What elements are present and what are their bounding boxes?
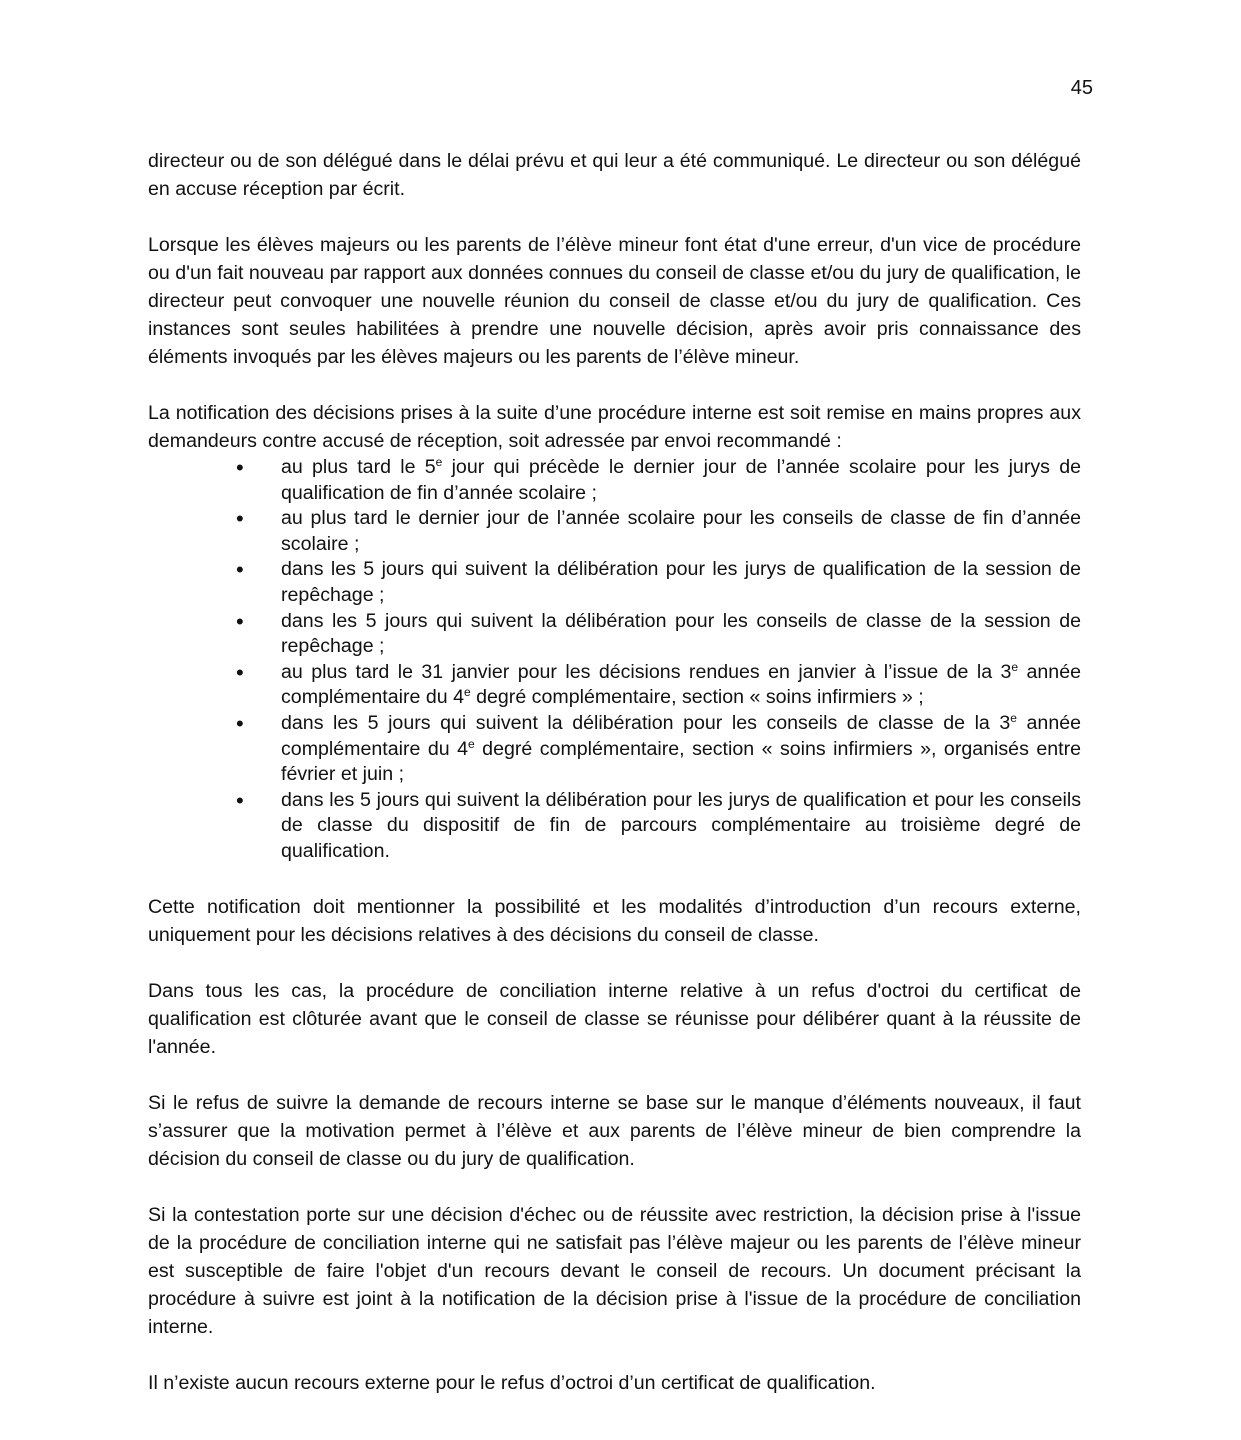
paragraph-intro: directeur ou de son délégué dans le délai prévu et qui leur a été communiqué. Le directeur ou son délégué en accuse réception par écrit. (148, 150, 1081, 200)
bullet-icon: • (236, 506, 244, 532)
paragraph-error-review: Lorsque les élèves majeurs ou les parents de l’élève mineur font état d'une erreur, d'un vice de procédure ou d'un fait nouveau par rapport aux données connues du conseil de classe et/ou du jury de qualification, le directeur peut convoquer une nouvelle réunion du conseil de classe et/ou du jury de qualification. Ces instances sont seules habilitées à prendre une nouvelle décision, après avoir pris connaissance des éléments invoqués par les élèves majeurs ou les parents de l’élève mineur. (148, 234, 1081, 368)
list-item (148, 455, 1081, 506)
list-item-text: année complémentaire du 4 (281, 711, 1082, 760)
list-item (148, 609, 1081, 660)
paragraph-notification: La notification des décisions prises à la suite d’une procédure interne est soit remise en mains propres aux demandeurs contre accusé de réception, soit adressée par envoi recommandé : (148, 402, 1081, 452)
paragraph-no-external-appeal: Il n’existe aucun recours externe pour le refus d’octroi d’un certificat de qualification. (148, 1371, 876, 1394)
list-item (148, 660, 1081, 711)
document-body (148, 147, 1081, 1397)
list-item-text: degré complémentaire, section « soins infirmiers », organisés entre février et juin ; (281, 737, 1082, 786)
paragraph-appeal-council: Si la contestation porte sur une décision d'échec ou de réussite avec restriction, la décision prise à l'issue de la procédure de conciliation interne qui ne satisfait pas l’élève majeur ou les parents de l’élève mineur est susceptible de faire l'objet d'un recours devant le conseil de recours. Un document précisant la procédure à suivre est joint à la notification de la décision prise à l'issue de la procédure de conciliation interne. (148, 1203, 1081, 1338)
list-item-text: degré complémentaire, section « soins infirmiers » ; (470, 686, 924, 709)
list-item-text: au plus tard le 31 janvier pour les décisions rendues en janvier à l’issue de la 3 (281, 660, 1012, 683)
bullet-icon: • (236, 557, 244, 583)
list-item (148, 711, 1081, 788)
notification-deadlines-list (148, 455, 1081, 865)
paragraph-external-appeal-mention: Cette notification doit mentionner la possibilité et les modalités d’introduction d’un recours externe, uniquement pour les décisions relatives à des décisions du conseil de classe. (148, 895, 1081, 946)
list-item (148, 788, 1081, 865)
paragraph-conciliation-closure: Dans tous les cas, la procédure de conciliation interne relative à un refus d'octroi du certificat de qualification est clôturée avant que le conseil de classe se réunisse pour délibérer quant à la réussite de l'année. (148, 979, 1081, 1058)
list-item (148, 506, 1081, 557)
page-number: 45 (1070, 77, 1093, 99)
superscript: e (468, 736, 475, 751)
superscript: e (1010, 710, 1017, 725)
superscript: e (463, 685, 471, 700)
bullet-icon: • (236, 659, 244, 685)
list-item-text: dans les 5 jours qui suivent la délibération pour les jurys de qualification et pour les conseils de classe du dispositif de fin de parcours complémentaire au troisième degré de qualification. (281, 788, 1081, 862)
list-item-text: au plus tard le dernier jour de l’année scolaire pour les conseils de classe de fin d’année scolaire ; (281, 507, 1081, 555)
bullet-icon: • (236, 710, 244, 736)
list-item-text: dans les 5 jours qui suivent la délibération pour les conseils de classe de la session de repêchage ; (281, 609, 1081, 658)
list-item-text: au plus tard le 5 (281, 456, 436, 478)
bullet-icon: • (236, 787, 244, 813)
superscript: e (1011, 659, 1019, 674)
list-item-text: dans les 5 jours qui suivent la délibération pour les conseils de classe de la 3 (281, 711, 1011, 734)
list-item-text: année complémentaire du 4 (281, 660, 1081, 709)
bullet-icon: • (236, 455, 244, 480)
list-item-text: dans les 5 jours qui suivent la délibération pour les jurys de qualification de la session de repêchage ; (281, 558, 1081, 606)
superscript: e (435, 455, 443, 469)
paragraph-motivation: Si le refus de suivre la demande de recours interne se base sur le manque d’éléments nouveaux, il faut s’assurer que la motivation permet à l’élève et aux parents de l’élève mineur de bien comprendre la décision du conseil de classe ou du jury de qualification. (148, 1091, 1081, 1170)
bullet-icon: • (236, 608, 244, 634)
list-item (148, 557, 1081, 608)
list-item-text: jour qui précède le dernier jour de l’année scolaire pour les jurys de qualification de fin d’année scolaire ; (281, 456, 1081, 504)
